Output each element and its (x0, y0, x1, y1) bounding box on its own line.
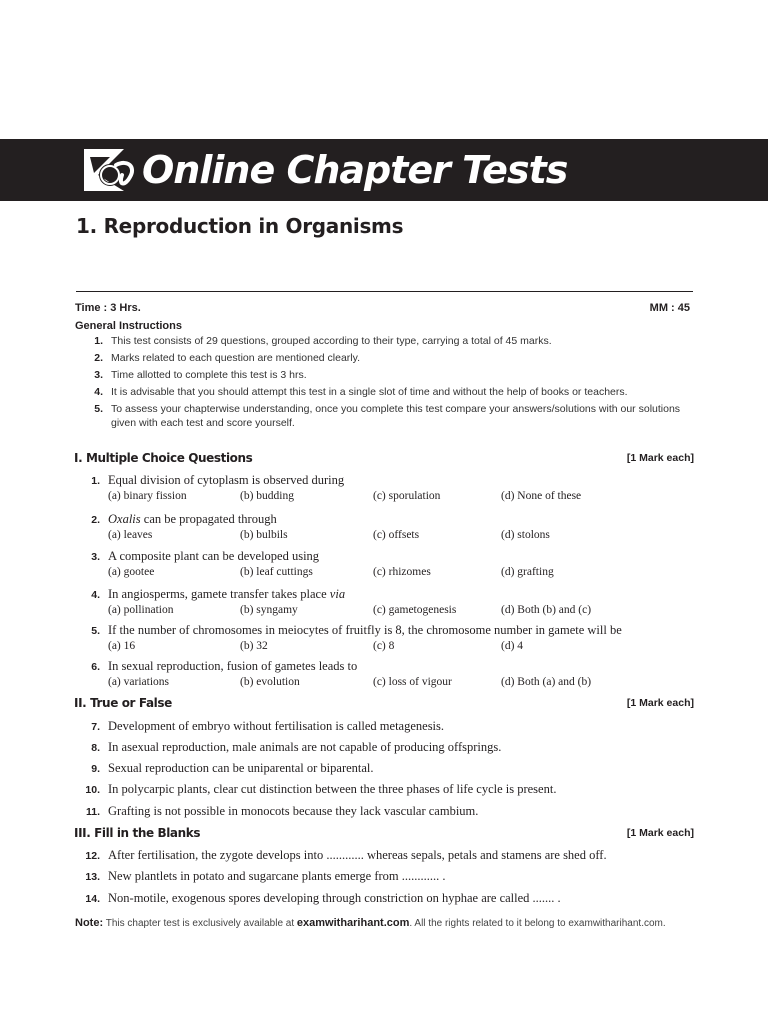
instruction-number: 2. (94, 352, 103, 364)
question-text: Equal division of cytoplasm is observed during (108, 473, 345, 487)
note-text-after: . All the rights related to it belong to examwitharihant.com. (409, 918, 666, 929)
question-text-italic: Oxalis (108, 512, 141, 526)
section-heading-fill-blanks (74, 826, 694, 842)
question-number: 1. (91, 475, 100, 487)
option-c: (c) sporulation (373, 490, 441, 502)
arihant-logo-icon (80, 145, 138, 195)
chapter-title: 1. Reproduction in Organisms (76, 214, 404, 238)
instruction-number: 4. (94, 386, 103, 398)
option-c: (c) offsets (373, 529, 420, 541)
instruction-item (89, 403, 689, 430)
question-number: 7. (91, 721, 100, 733)
question-number: 8. (91, 742, 100, 754)
question-text: In asexual reproduction, male animals are not capable of producing offsprings. (108, 740, 502, 754)
question-number: 5. (91, 625, 100, 637)
option-d: (d) stolons (501, 529, 550, 541)
time-label: Time : 3 Hrs. (75, 302, 141, 314)
section-marks: [1 Mark each] (626, 697, 694, 709)
option-d: (d) Both (a) and (b) (501, 676, 592, 688)
option-c: (c) loss of vigour (373, 676, 452, 688)
section-title: III. Fill in the Blanks (74, 826, 201, 840)
divider (76, 291, 693, 292)
question-number: 3. (91, 551, 100, 563)
question-text: Sexual reproduction can be uniparental or biparental. (108, 761, 374, 775)
question-text: A composite plant can be developed using (108, 549, 320, 563)
instruction-text: Marks related to each question are mentioned clearly. (111, 352, 361, 364)
instruction-text: To assess your chapterwise understanding, once you complete this test compare your answers/solutions with our solutions given with each test and score yourself. (111, 403, 681, 429)
option-b: (b) 32 (240, 640, 268, 652)
question-number: 4. (91, 589, 100, 601)
option-c: (c) 8 (373, 640, 395, 652)
question-text: New plantlets in potato and sugarcane plants emerge from ............ . (108, 869, 446, 883)
question-number: 10. (85, 784, 100, 796)
question-text: If the number of chromosomes in meiocytes of fruitfly is 8, the chromosome number in gamete will be (108, 623, 622, 637)
question-text: Grafting is not possible in monocots because they lack vascular cambium. (108, 804, 479, 818)
instruction-item (89, 352, 689, 366)
option-a: (a) variations (108, 676, 169, 688)
section-heading-mcq (74, 451, 694, 467)
site-name: examwitharihant.com (296, 917, 410, 929)
instruction-item (89, 335, 689, 349)
general-instructions-heading: General Instructions (75, 320, 182, 332)
option-b: (b) evolution (240, 676, 300, 688)
option-a: (a) leaves (108, 529, 153, 541)
option-d: (d) 4 (501, 640, 524, 652)
section-heading-true-false (74, 696, 694, 712)
question-text (108, 512, 277, 527)
question-number: 12. (85, 850, 100, 862)
question-number: 14. (85, 893, 100, 905)
instruction-text: It is advisable that you should attempt this test in a single slot of time and without the help of books or teachers. (111, 386, 628, 398)
option-a: (a) binary fission (108, 490, 187, 502)
instruction-item (89, 369, 689, 383)
option-a: (a) gootee (108, 566, 155, 578)
question-text: In sexual reproduction, fusion of gametes leads to (108, 659, 358, 673)
question-text-rest: In angiosperms, gamete transfer takes place (108, 587, 330, 601)
question-text (108, 587, 345, 602)
section-title: II. True or False (74, 696, 172, 710)
instruction-number: 5. (94, 403, 103, 415)
instruction-number: 1. (94, 335, 103, 347)
option-c: (c) gametogenesis (373, 604, 457, 616)
option-b: (b) leaf cuttings (240, 566, 313, 578)
section-title: I. Multiple Choice Questions (74, 451, 253, 465)
question-text: Development of embryo without fertilisation is called metagenesis. (108, 719, 445, 733)
question-text: Non-motile, exogenous spores developing through constriction on hyphae are called ....... . (108, 891, 561, 905)
instruction-text: Time allotted to complete this test is 3 hrs. (111, 369, 307, 381)
instruction-text: This test consists of 29 questions, grouped according to their type, carrying a total of 45 marks. (111, 335, 552, 347)
option-d: (d) grafting (501, 566, 554, 578)
max-marks-label: MM : 45 (649, 302, 690, 314)
option-b: (b) budding (240, 490, 294, 502)
instruction-number: 3. (94, 369, 103, 381)
question-text-rest: can be propagated through (140, 512, 277, 526)
question-text: After fertilisation, the zygote develops into ............ whereas sepals, petals and stamens are shed off. (108, 848, 607, 862)
question-number: 11. (85, 806, 100, 818)
question-number: 2. (91, 514, 100, 526)
option-c: (c) rhizomes (373, 566, 431, 578)
option-d: (d) Both (b) and (c) (501, 604, 592, 616)
question-number: 9. (91, 763, 100, 775)
banner-title: Online Chapter Tests (142, 148, 568, 192)
question-text: In polycarpic plants, clear cut distinction between the three phases of life cycle is present. (108, 782, 557, 796)
option-b: (b) syngamy (240, 604, 298, 616)
footer-note (75, 917, 666, 929)
section-marks: [1 Mark each] (626, 452, 694, 464)
question-text-italic: via (329, 587, 346, 601)
question-number: 13. (85, 871, 100, 883)
option-d: (d) None of these (501, 490, 582, 502)
section-marks: [1 Mark each] (626, 827, 694, 839)
option-b: (b) bulbils (240, 529, 288, 541)
option-a: (a) pollination (108, 604, 174, 616)
question-number: 6. (91, 661, 100, 673)
option-a: (a) 16 (108, 640, 136, 652)
note-text: This chapter test is exclusively available at (103, 918, 297, 929)
instruction-item (89, 386, 689, 400)
header-banner (0, 139, 768, 201)
note-label: Note: (75, 917, 104, 929)
instructions-list (89, 335, 689, 434)
